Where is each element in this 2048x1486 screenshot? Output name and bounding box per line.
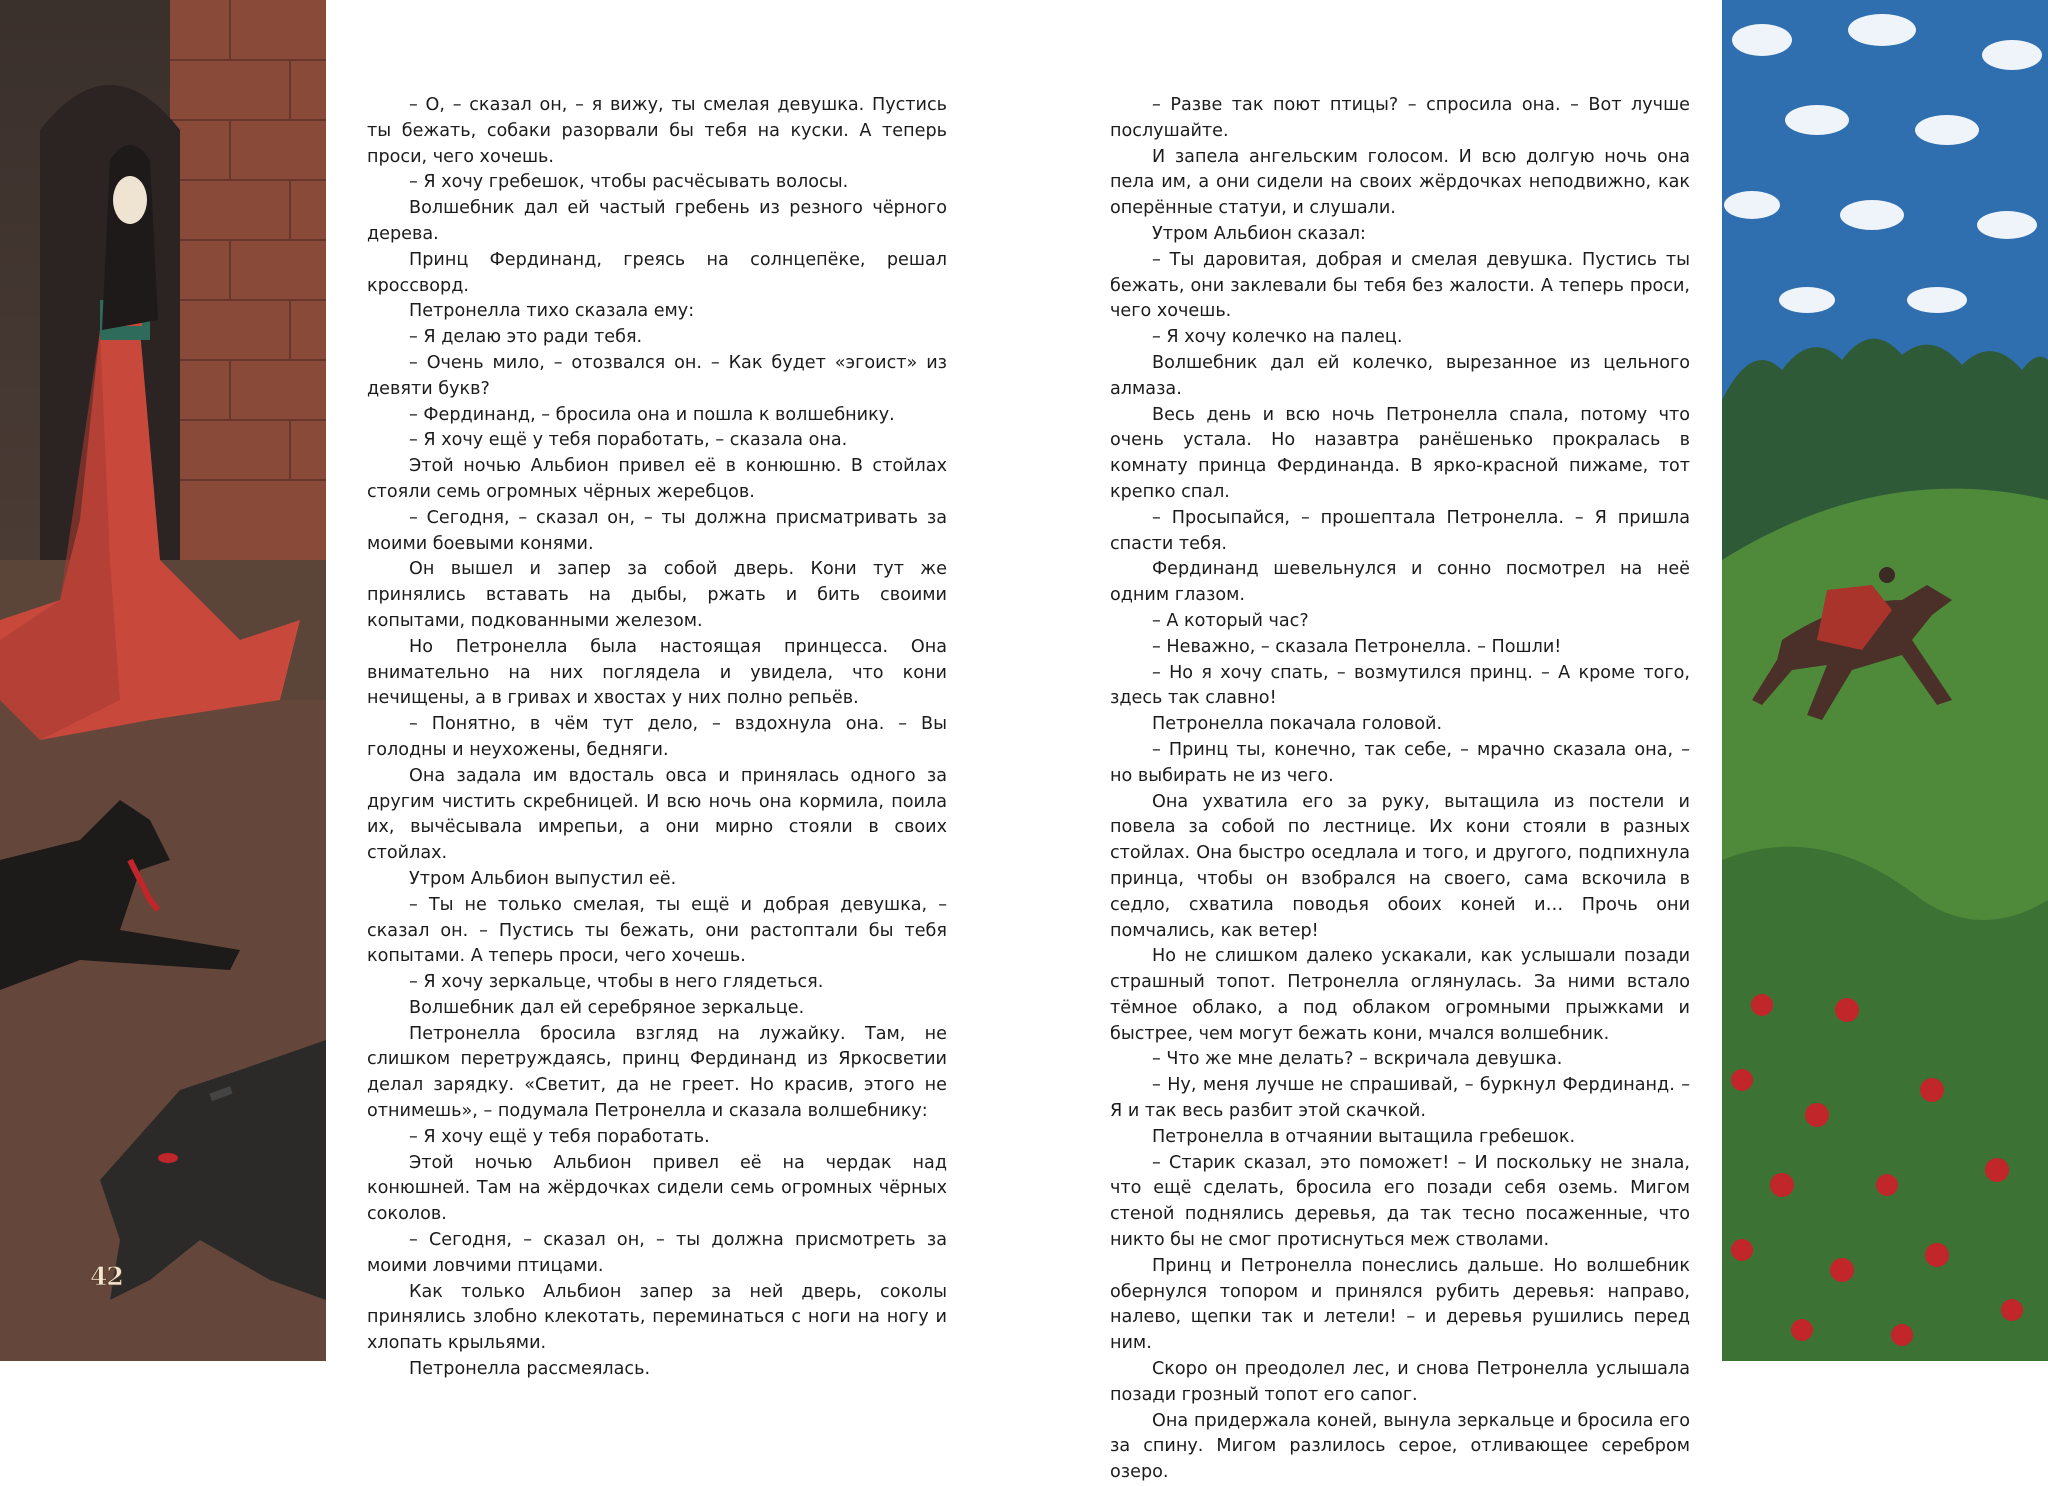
paragraph: Она задала им вдосталь овса и принялась одного за другим чистить скребницей. И всю ночь она кормила, поила их, вычёсывала имрепьи, а они мирно стояли в своих стойлах. <box>367 765 947 864</box>
paragraph: – Что же мне делать? – вскричала девушка. <box>1152 1049 1563 1070</box>
paragraph: – А который час? <box>1152 610 1309 631</box>
paragraph: – Разве так поют птицы? – спросила она. – Вот лучше послушайте. <box>1110 95 1690 141</box>
paragraph: Она придержала коней, вынула зеркальце и бросила его за спину. Мигом разлилось серое, отливающее серебром озеро. <box>1110 1410 1690 1483</box>
paragraph: – Понятно, в чём тут дело, – вздохнула она. – Вы голодны и неухожены, бедняги. <box>367 714 947 760</box>
paragraph: – Ты даровитая, добрая и смелая девушка. Пустись ты бежать, они заклевали бы тебя без жалости. А теперь проси, чего хочешь. <box>1110 249 1690 322</box>
paragraph: – Сегодня, – сказал он, – ты должна присмотреть за моими ловчими птицами. <box>367 1230 947 1276</box>
paragraph: – Просыпайся, – прошептала Петронелла. – Я пришла спасти тебя. <box>1110 507 1690 554</box>
paragraph: Она ухватила его за руку, вытащила из постели и повела за собой по лестнице. Их кони стояли в разных стойлах. Она быстро оседлала и того, и другого, подпихнула принца, чтобы он взобрался на своего, сама вскочила в седло, схватила поводья обоих коней и… Прочь они помчались, как ветер! <box>1110 791 1690 941</box>
paragraph: – Я хочу колечко на палец. <box>1152 327 1403 348</box>
paragraph: Весь день и всю ночь Петронелла спала, потому что очень устала. Но назавтра ранёшенько прокралась в комнату принца Фердинанда. В ярко-красной пижаме, тот крепко спал. <box>1110 404 1690 502</box>
paragraph: Принц Фердинанд, греясь на солнцепёке, решал кроссворд. <box>367 249 947 296</box>
paragraph: Волшебник дал ей частый гребень из резного чёрного дерева. <box>367 198 947 244</box>
paragraph: Как только Альбион запер за ней дверь, соколы принялись злобно клекотать, переминаться с ноги на ногу и хлопать крыльями. <box>367 1281 947 1354</box>
paragraph: Утром Альбион сказал: <box>1152 223 1366 244</box>
paragraph: – Я делаю это ради тебя. <box>409 327 643 348</box>
paragraph: – Я хочу гребешок, чтобы расчёсывать волосы. <box>409 172 849 193</box>
paragraph: Фердинанд шевельнулся и сонно посмотрел на неё одним глазом. <box>1110 559 1690 606</box>
text-column-left <box>367 93 947 1383</box>
paragraph: Петронелла бросила взгляд на лужайку. Там, не слишком перетруждаясь, принц Фердинанд из Яркосветии делал зарядку. «Светит, да не греет. Но красив, этого не отнимешь», – подумала Петронелла и сказала волшебнику: <box>367 1023 947 1122</box>
paragraph: – Принц ты, конечно, так себе, – мрачно сказала она, – но выбирать не из чего. <box>1110 739 1690 786</box>
paragraph: – Неважно, – сказала Петронелла. – Пошли! <box>1152 636 1562 657</box>
paragraph: Этой ночью Альбион привел её в конюшню. В стойлах стояли семь огромных чёрных жеребцов. <box>367 456 947 502</box>
paragraph: Принц и Петронелла понеслись дальше. Но волшебник обернулся топором и принялся рубить деревья: направо, налево, щепки так и летели! – и деревья рушились перед ним. <box>1110 1255 1690 1354</box>
paragraph: – Ну, меня лучше не спрашивай, – буркнул Фердинанд. – Я и так весь разбит этой скачкой. <box>1110 1075 1690 1122</box>
paragraph: – Ты не только смелая, ты ещё и добрая девушка, – сказал он. – Пустись ты бежать, они растоптали бы тебя копытами. А теперь проси, чего хочешь. <box>367 894 947 967</box>
paragraph: Петронелла покачала головой. <box>1152 714 1443 735</box>
paragraph: Петронелла в отчаянии вытащила гребешок. <box>1152 1126 1576 1147</box>
paragraph: – Старик сказал, это поможет! – И поскольку не знала, что ещё сделать, бросила его позади себя оземь. Мигом стеной поднялись деревья, да так тесно посаженные, что никто бы не смог протиснуться меж стволами. <box>1110 1152 1690 1251</box>
paragraph: Но не слишком далеко ускакали, как услышали позади страшный топот. Петронелла оглянулась. За ними встало тёмное облако, а под облаком огромными прыжками и быстрее, чем могут бежать кони, мчался волшебник. <box>1110 946 1690 1044</box>
paragraph: – Но я хочу спать, – возмутился принц. – А кроме того, здесь так славно! <box>1110 662 1690 709</box>
paragraph: И запела ангельским голосом. И всю долгую ночь она пела им, а они сидели на своих жёрдочках неподвижно, как оперённые статуи, и слушали. <box>1110 146 1690 219</box>
paragraph: – Фердинанд, – бросила она и пошла к волшебнику. <box>409 404 895 425</box>
paragraph: Петронелла рассмеялась. <box>409 1359 651 1380</box>
paragraph: – Я хочу зеркальце, чтобы в него глядеться. <box>409 972 824 993</box>
page-number: 42 <box>90 1262 123 1291</box>
paragraph: Скоро он преодолел лес, и снова Петронелла услышала позади грозный топот его сапог. <box>1110 1359 1690 1405</box>
paragraph: Волшебник дал ей колечко, вырезанное из цельного алмаза. <box>1110 352 1690 399</box>
paragraph: – Я хочу ещё у тебя поработать. <box>409 1126 710 1147</box>
text-column-right <box>1110 93 1690 1486</box>
paragraph: – Сегодня, – сказал он, – ты должна присматривать за моими боевыми конями. <box>367 507 947 554</box>
paragraph: Но Петронелла была настоящая принцесса. Она внимательно на них поглядела и увидела, что кони нечищены, а в гривах и хвостах у них полно репьёв. <box>367 636 947 709</box>
paragraph: Утром Альбион выпустил её. <box>409 868 677 889</box>
woman-in-red-dress-illustration <box>0 0 326 1361</box>
paragraph: Он вышел и запер за собой дверь. Кони тут же принялись вставать на дыбы, ржать и бить своими копытами, подкованными железом. <box>367 559 947 631</box>
paragraph: – Я хочу ещё у тебя поработать, – сказала она. <box>409 430 848 451</box>
paragraph: Этой ночью Альбион привел её на чердак над конюшней. Там на жёрдочках сидели семь огромных чёрных соколов. <box>367 1152 947 1225</box>
rider-in-field-illustration <box>1722 0 2048 1361</box>
paragraph: Петронелла тихо сказала ему: <box>409 301 695 322</box>
paragraph: – Очень мило, – отозвался он. – Как будет «эгоист» из девяти букв? <box>367 352 947 399</box>
paragraph: Волшебник дал ей серебряное зеркальце. <box>409 997 805 1018</box>
brick-wall-shape <box>170 0 326 560</box>
paragraph: – О, – сказал он, – я вижу, ты смелая девушка. Пустись ты бежать, собаки разорвали бы тебя на куски. А теперь проси, чего хочешь. <box>367 95 947 167</box>
